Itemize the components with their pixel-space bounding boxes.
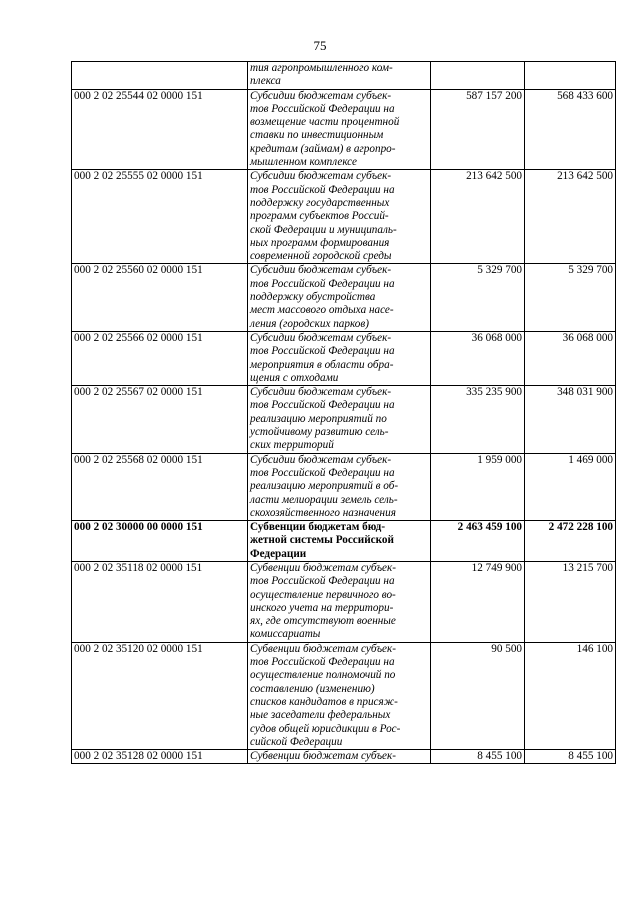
description-line: тов Российской Федерации на (250, 575, 395, 588)
description-line: тов Российской Федерации на (250, 399, 395, 412)
amount-year1-cell (431, 62, 525, 90)
description-line: реализацию мероприятий по (250, 412, 387, 425)
table-row (72, 561, 616, 642)
budget-code-cell: 000 2 02 25555 02 0000 151 (72, 170, 248, 264)
amount-year1-cell: 1 959 000 (431, 453, 525, 520)
budget-description-cell (248, 750, 431, 764)
description-line: Субсидии бюджетам субъек- (250, 453, 392, 466)
budget-description-cell (248, 264, 431, 331)
description-line: тов Российской Федерации на (250, 656, 395, 669)
budget-code-cell: 000 2 02 25566 02 0000 151 (72, 331, 248, 385)
budget-code-cell: 000 2 02 35118 02 0000 151 (72, 561, 248, 642)
table-row (72, 331, 616, 385)
amount-year2-cell: 2 472 228 100 (525, 521, 616, 562)
description-line: ных программ формирования (250, 236, 390, 249)
description-line: списков кандидатов в присяж- (250, 695, 398, 708)
budget-description-cell (248, 521, 431, 562)
description-line: реализацию мероприятий в об- (250, 480, 399, 493)
budget-code-cell: 000 2 02 25560 02 0000 151 (72, 264, 248, 331)
description-line: тов Российской Федерации на (250, 466, 395, 479)
description-line: инского учета на территори- (250, 601, 394, 614)
amount-year2-cell: 36 068 000 (525, 331, 616, 385)
description-line: ставки по инвестиционным (250, 129, 384, 142)
amount-year1-cell: 2 463 459 100 (431, 521, 525, 562)
description-line: осуществление первичного во- (250, 588, 396, 601)
description-line: поддержку обустройства (250, 291, 376, 304)
table-row (72, 62, 616, 90)
description-line: жетной системы Российской (250, 534, 394, 547)
description-line: составлению (изменению) (250, 682, 375, 695)
amount-year1-cell: 36 068 000 (431, 331, 525, 385)
amount-year1-cell: 587 157 200 (431, 89, 525, 170)
description-line: возмещение части процентной (250, 116, 400, 129)
amount-year2-cell: 8 455 100 (525, 750, 616, 764)
amount-year1-cell: 90 500 (431, 642, 525, 749)
table-row (72, 89, 616, 170)
description-line: устойчивому развитию сель- (250, 426, 389, 439)
budget-code-cell: 000 2 02 35120 02 0000 151 (72, 642, 248, 749)
description-line: Субвенции бюджетам субъек- (250, 750, 396, 763)
budget-description-cell (248, 561, 431, 642)
amount-year1-cell: 5 329 700 (431, 264, 525, 331)
description-line: Федерации (250, 547, 307, 560)
budget-description-cell (248, 62, 431, 90)
table-row (72, 170, 616, 264)
description-line: сийской Федерации (250, 735, 343, 748)
description-line: Субвенции бюджетам субъек- (250, 561, 396, 574)
table-row (72, 521, 616, 562)
description-line: тов Российской Федерации на (250, 183, 395, 196)
budget-description-cell (248, 89, 431, 170)
description-line: Субсидии бюджетам субъек- (250, 170, 392, 183)
description-line: Субсидии бюджетам субъек- (250, 89, 392, 102)
description-line: ления (городских парков) (250, 317, 369, 330)
description-line: Субвенции бюджетам бюд- (250, 521, 386, 534)
description-line: Субсидии бюджетам субъек- (250, 386, 392, 399)
description-line: кредитам (займам) в агропро- (250, 142, 396, 155)
description-line: Субсидии бюджетам субъек- (250, 331, 392, 344)
amount-year2-cell: 1 469 000 (525, 453, 616, 520)
description-line: мероприятия в области обра- (250, 358, 394, 371)
page-number: 75 (313, 38, 327, 53)
description-line: тия агропромышленного ком- (250, 62, 393, 74)
budget-code-cell: 000 2 02 25568 02 0000 151 (72, 453, 248, 520)
budget-code-cell: 000 2 02 25567 02 0000 151 (72, 386, 248, 453)
budget-description-cell (248, 642, 431, 749)
table-row (72, 453, 616, 520)
description-line: скохозяйственного назначения (250, 506, 396, 519)
description-line: ской Федерации и муниципаль- (250, 223, 397, 236)
budget-description-cell (248, 453, 431, 520)
description-line: мест массового отдыха насе- (250, 304, 394, 317)
amount-year2-cell: 13 215 700 (525, 561, 616, 642)
budget-description-cell (248, 170, 431, 264)
budget-table (71, 61, 616, 764)
description-line: современной городской среды (250, 250, 392, 263)
amount-year1-cell: 8 455 100 (431, 750, 525, 764)
budget-table-body (72, 62, 616, 764)
amount-year1-cell: 213 642 500 (431, 170, 525, 264)
amount-year1-cell: 12 749 900 (431, 561, 525, 642)
description-line: ные заседатели федеральных (250, 709, 391, 722)
budget-code-cell (72, 62, 248, 90)
budget-code-cell: 000 2 02 35128 02 0000 151 (72, 750, 248, 764)
table-row (72, 750, 616, 764)
amount-year1-cell: 335 235 900 (431, 386, 525, 453)
amount-year2-cell: 213 642 500 (525, 170, 616, 264)
budget-description-cell (248, 386, 431, 453)
description-line: комиссариаты (250, 628, 321, 641)
table-row (72, 386, 616, 453)
description-line: ласти мелиорации земель сель- (250, 493, 398, 506)
description-line: осуществление полномочий по (250, 669, 396, 682)
description-line: судов общей юрисдикции в Рос- (250, 722, 401, 735)
amount-year2-cell: 348 031 900 (525, 386, 616, 453)
amount-year2-cell: 146 100 (525, 642, 616, 749)
budget-description-cell (248, 331, 431, 385)
amount-year2-cell: 5 329 700 (525, 264, 616, 331)
description-line: Субсидии бюджетам субъек- (250, 264, 392, 277)
budget-code-cell: 000 2 02 30000 00 0000 151 (72, 521, 248, 562)
description-line: поддержку государственных (250, 196, 390, 209)
description-line: мышленном комплексе (250, 156, 357, 169)
description-line: тов Российской Федерации на (250, 277, 395, 290)
amount-year2-cell: 568 433 600 (525, 89, 616, 170)
table-row (72, 642, 616, 749)
description-line: ских территорий (250, 439, 334, 452)
description-line: тов Российской Федерации на (250, 345, 395, 358)
description-line: ях, где отсутствуют военные (250, 615, 396, 628)
description-line: тов Российской Федерации на (250, 102, 395, 115)
description-line: плекса (250, 75, 281, 88)
description-line: щения с отходами (250, 371, 339, 384)
table-row (72, 264, 616, 331)
description-line: программ субъектов Россий- (250, 210, 389, 223)
description-line: Субвенции бюджетам субъек- (250, 642, 396, 655)
amount-year2-cell (525, 62, 616, 90)
budget-code-cell: 000 2 02 25544 02 0000 151 (72, 89, 248, 170)
